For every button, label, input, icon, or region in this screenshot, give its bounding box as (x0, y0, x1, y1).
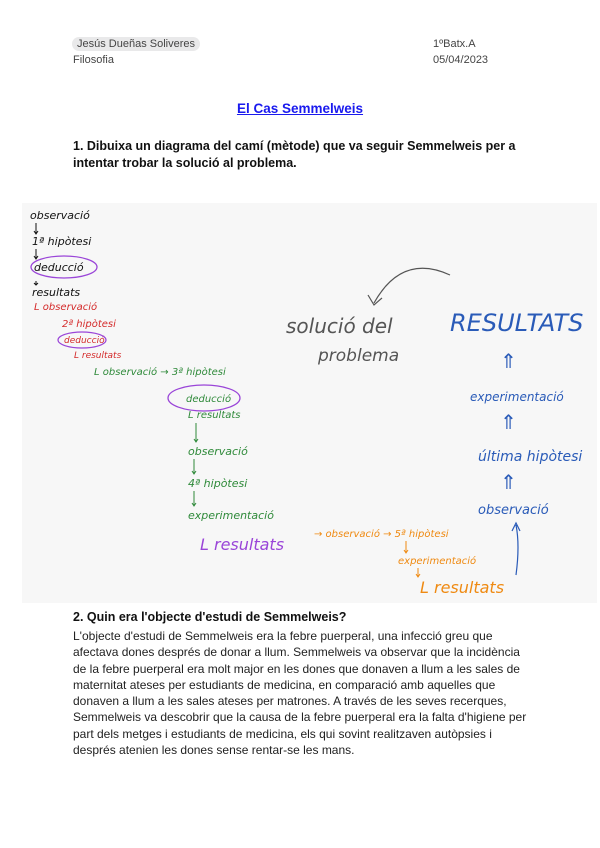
blue-hipotesi: última hipòtesi (478, 449, 583, 465)
blue-experimentacio: experimentació (470, 390, 564, 404)
arrow-down (34, 249, 38, 259)
subject: Filosofia (73, 54, 114, 66)
arrow-down (194, 423, 198, 442)
question-1: 1. Dibuixa un diagrama del camí (mètode) que va seguir Semmelweis per a intentar trobar la solució al problema. (73, 139, 516, 170)
blue-resultats: RESULTATS (450, 309, 584, 337)
orange-experimentacio: experimentació (398, 556, 477, 567)
arrow-down (416, 568, 420, 577)
black-observacio: observació (30, 209, 90, 222)
arrow-down (192, 491, 196, 506)
green-hipotesi: 4ª hipòtesi (188, 477, 248, 490)
green-experimentacio: experimentació (188, 509, 274, 522)
handwritten-diagram (22, 203, 597, 603)
orange-chain: → observació → 5ª hipòtesi (314, 529, 449, 540)
arrow-down (34, 281, 38, 285)
black-resultats: resultats (32, 286, 81, 299)
arrow-down (34, 223, 38, 234)
green-observacio: L observació → 3ª hipòtesi (94, 367, 226, 378)
grey-problema: problema (318, 346, 400, 366)
arrow-down (404, 541, 408, 553)
arrow-down (192, 459, 196, 474)
red-deduccio: deducció (64, 336, 105, 346)
green-resultats: L resultats (188, 410, 241, 421)
green-observacio-2: observació (188, 445, 248, 458)
grey-solucio: solució del (286, 314, 393, 338)
red-hipotesi: 2ª hipòtesi (62, 319, 116, 330)
date: 05/04/2023 (433, 54, 489, 66)
question-2: 2. Quin era l'objecte d'estudi de Semmelweis? (73, 610, 347, 624)
curved-arrow (368, 268, 450, 305)
double-arrow-up: ⇑ (500, 470, 517, 494)
student-name: Jesús Dueñas Soliveres (72, 37, 200, 51)
blue-arrow-up (512, 523, 520, 575)
document-title: El Cas Semmelweis (236, 101, 364, 116)
double-arrow-up: ⇑ (500, 410, 517, 434)
blue-observacio: observació (478, 503, 549, 518)
purple-resultats: L resultats (200, 535, 285, 554)
red-resultats: L resultats (74, 351, 122, 361)
black-deduccio: deducció (34, 261, 84, 274)
orange-resultats: L resultats (420, 578, 505, 597)
red-observacio: L observació (34, 302, 98, 313)
answer-2: L'objecte d'estudi de Semmelweis era la febre puerperal, una infecció greu que afectava dones després de donar a llum. Semmelweis va observar que la incidència de la febre puerperal era molt major en les dones que donaven a llum a les sales de maternitat ateses per estudiants de medicina, en comparació amb aquelles que donaven a llum a les sales ateses per matrones. A través de les seves recerques, Semmelweis va descobrir que la causa de la febre puerperal era la falta d'higiene per part dels metges i estudiants de medicina, els qui sovint realitzaven autòpsies i després atenien les dones sense rentar-se les mans. (73, 629, 527, 758)
course: 1ºBatx.A (433, 38, 476, 50)
black-hipotesi: 1ª hipòtesi (32, 235, 92, 248)
green-deduccio: deducció (186, 394, 232, 405)
double-arrow-up: ⇑ (500, 349, 517, 373)
